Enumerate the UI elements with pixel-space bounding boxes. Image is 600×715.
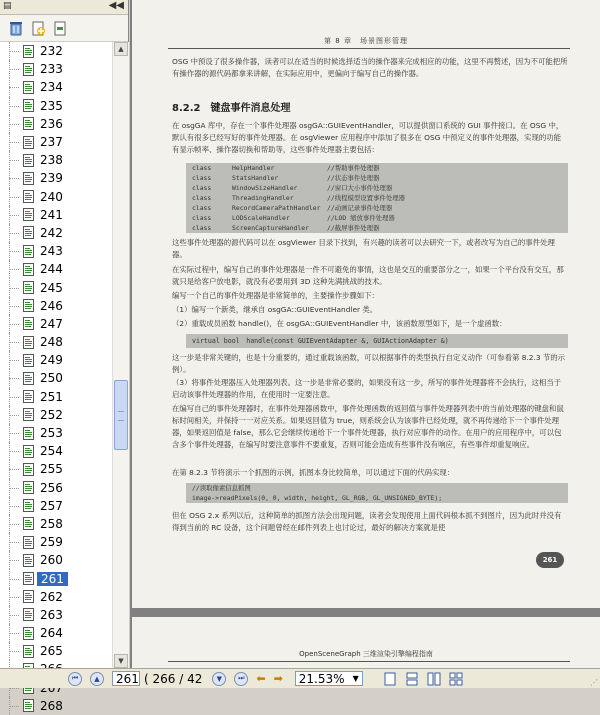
section-heading: 8.2.2 键盘事件消息处理 xyxy=(172,103,291,114)
tree-connector xyxy=(0,260,22,278)
options-menu-icon[interactable]: ▤ xyxy=(3,1,12,11)
page-list-label: 252 xyxy=(40,407,63,422)
continuous-facing-view-icon[interactable] xyxy=(449,672,463,686)
code-line xyxy=(186,213,568,223)
page-list-label: 242 xyxy=(40,225,63,240)
step-3: （3）将事件处理器压入处理器列表。这一步是非常必要的，如果没有这一步，所写的事件处理器将不会执行，这相当于启动该事件处理器的作用，在使用时一定要注意。 xyxy=(172,378,562,399)
page-icon xyxy=(23,172,34,185)
page-list-label: 263 xyxy=(40,607,63,622)
header-rule xyxy=(168,48,570,49)
zoom-value: 21.53% xyxy=(298,671,345,686)
page-list-label: 250 xyxy=(40,371,63,386)
page-icon xyxy=(23,208,34,221)
tree-connector xyxy=(0,533,22,551)
page-list-label: 264 xyxy=(40,626,63,641)
code-token: StatsHandler xyxy=(232,174,279,182)
page-list-item[interactable] xyxy=(0,351,112,369)
page-add-icon[interactable] xyxy=(30,20,46,36)
code-line xyxy=(186,183,568,193)
page-icon xyxy=(23,117,34,130)
page-list-item[interactable] xyxy=(0,260,112,278)
code-token: WindowSizeHandler xyxy=(232,184,298,192)
code-line xyxy=(186,193,568,203)
page-list-label: 233 xyxy=(40,62,63,77)
page-list-label: 236 xyxy=(40,116,63,131)
tree-connector xyxy=(0,424,22,442)
code-token: //窗口大小事件处理器 xyxy=(327,184,393,192)
page-icon xyxy=(23,699,34,712)
page-icon xyxy=(23,517,34,530)
page-options-icon[interactable] xyxy=(52,20,68,36)
paragraph-2: 这些事件处理器的源代码可以在 osgViewer 目录下找到，有兴趣的读者可以去研究一下，或者改写为自己的事件处理器。 xyxy=(172,238,555,259)
pages-panel-header xyxy=(0,0,128,15)
page-list-label: 255 xyxy=(40,462,63,477)
page-list-item[interactable] xyxy=(0,206,112,224)
code-line: //读取像素信息抓图 xyxy=(192,484,251,492)
pages-toolbar xyxy=(0,15,128,42)
code-token: RecordCameraPathHandler xyxy=(232,204,321,212)
page-list-label: 243 xyxy=(40,244,63,259)
chevron-down-icon[interactable]: ▼ xyxy=(352,674,359,683)
tree-connector xyxy=(0,60,22,78)
code-token: class xyxy=(192,214,212,222)
page-icon xyxy=(23,281,34,294)
page-list-item[interactable] xyxy=(0,60,112,78)
page-list-item[interactable] xyxy=(0,333,112,351)
code-line xyxy=(186,223,568,233)
tree-connector xyxy=(0,242,22,260)
tree-connector xyxy=(0,42,22,60)
page-list-label: 251 xyxy=(40,389,63,404)
page-list-item[interactable] xyxy=(0,315,112,333)
page-list-label: 268 xyxy=(40,698,63,713)
page-list-item[interactable] xyxy=(0,297,112,315)
tree-connector xyxy=(0,697,22,715)
page-icon xyxy=(23,536,34,549)
tree-connector xyxy=(0,551,22,569)
page-list-item[interactable] xyxy=(0,497,112,515)
paragraph-5: 这一步是非常关键的，也是十分重要的，通过重载该函数，可以根据事件的类型执行自定义动作（可参看第 8.2.3 节的示例）。 xyxy=(172,353,566,374)
collapse-panel-button[interactable]: ◀◀ xyxy=(108,0,124,11)
page-list-item[interactable] xyxy=(0,424,112,442)
tree-connector xyxy=(0,497,22,515)
single-page-view-icon[interactable] xyxy=(383,672,397,686)
page-icon xyxy=(23,317,34,330)
page-list-item[interactable] xyxy=(0,442,112,460)
page-icon xyxy=(23,390,34,403)
page-icon xyxy=(23,63,34,76)
back-icon[interactable]: ⬅ xyxy=(256,672,266,685)
page-list-label: 257 xyxy=(40,498,63,513)
paragraph-8: 但在 OSG 2.x 系列以后，这种简单的抓图方法会出现问题，读者会发现使用上面代码根本抓不到图片，因为此时并没有得到当前的 RC 设备，这个问题曾经在邮件列表上也讨论过，最好的解决方案就是使 xyxy=(172,511,562,532)
page-list-item[interactable] xyxy=(0,588,112,606)
page-list-item[interactable] xyxy=(0,133,112,151)
page-list-item[interactable] xyxy=(0,642,112,660)
code-token: LODScaleHandler xyxy=(232,214,290,222)
code-token: HelpHandler xyxy=(232,164,275,172)
page-icon xyxy=(23,299,34,312)
page-count: ( 266 / 42 xyxy=(144,671,203,686)
tree-connector xyxy=(0,115,22,133)
page-list-item[interactable] xyxy=(0,388,112,406)
tree-connector xyxy=(0,406,22,424)
page-list-item[interactable] xyxy=(0,169,112,187)
page-list-label: 234 xyxy=(40,80,63,95)
page-list-label: 232 xyxy=(40,44,63,59)
page-list-label: 238 xyxy=(40,153,63,168)
code-token: //截屏事件处理器 xyxy=(327,224,380,232)
page-icon xyxy=(23,572,34,585)
scroll-up-icon[interactable]: ▲ xyxy=(114,42,128,56)
page-list-item[interactable] xyxy=(0,406,112,424)
page-number-badge: 261 xyxy=(536,552,564,568)
tree-connector xyxy=(0,333,22,351)
page-list-label: 241 xyxy=(40,207,63,222)
next-page-title: OpenSceneGraph 三维渲染引擎编程指南 xyxy=(299,650,433,658)
code-token: class xyxy=(192,224,212,232)
page-list-item[interactable] xyxy=(0,369,112,387)
tree-connector xyxy=(0,224,22,242)
page-icon xyxy=(23,190,34,203)
page-list-label: 244 xyxy=(40,262,63,277)
tree-connector xyxy=(0,297,22,315)
tree-connector xyxy=(0,479,22,497)
code-token: class xyxy=(192,184,212,192)
zoom-select[interactable] xyxy=(295,671,363,686)
page-icon xyxy=(23,136,34,149)
page-list-item[interactable] xyxy=(0,224,112,242)
page-icon xyxy=(23,645,34,658)
page-list-label: 245 xyxy=(40,280,63,295)
code-line xyxy=(186,203,568,213)
code-token: //线程模型设置事件处理器 xyxy=(327,194,405,202)
code-token: //状态事件处理器 xyxy=(327,174,380,182)
page-icon xyxy=(23,99,34,112)
page-list-label: 258 xyxy=(40,516,63,531)
page-list-label: 261 xyxy=(37,572,68,586)
page-icon xyxy=(23,81,34,94)
tree-connector xyxy=(0,388,22,406)
tree-connector xyxy=(0,624,22,642)
code-token: class xyxy=(192,194,212,202)
tree-connector xyxy=(0,442,22,460)
code-line xyxy=(186,163,568,173)
tree-connector xyxy=(0,133,22,151)
scrollbar-thumb[interactable] xyxy=(114,380,128,450)
forward-icon[interactable]: ➡ xyxy=(273,672,283,685)
page-list-label: 239 xyxy=(40,171,63,186)
tree-connector xyxy=(0,206,22,224)
page-number-input[interactable]: 261 xyxy=(112,671,140,686)
code-token: ScreenCaptureHandler xyxy=(232,224,309,232)
next-page-icon[interactable]: ▼ xyxy=(212,672,226,686)
paragraph-4: 编写一个自己的事件处理器是非常简单的，主要操作步骤如下： xyxy=(172,291,379,300)
code-token: class xyxy=(192,164,212,172)
pages-panel xyxy=(0,0,129,713)
page-icon xyxy=(23,554,34,567)
page-icon xyxy=(23,226,34,239)
page-list-item[interactable] xyxy=(0,278,112,296)
tree-connector xyxy=(0,588,22,606)
page-icon xyxy=(23,408,34,421)
first-page-icon[interactable]: ⏮ xyxy=(68,672,82,686)
page-list-item[interactable] xyxy=(0,151,112,169)
page-list-label: 247 xyxy=(40,316,63,331)
tree-connector xyxy=(0,569,22,587)
tree-connector xyxy=(0,97,22,115)
code-line xyxy=(186,173,568,183)
page-icon xyxy=(23,336,34,349)
document-view[interactable] xyxy=(130,0,600,668)
page-icon xyxy=(23,499,34,512)
page-list-item[interactable] xyxy=(0,697,112,715)
page-list-item[interactable] xyxy=(0,78,112,96)
running-header: 第 8 章 场景图形管理 xyxy=(324,37,408,45)
page-list-item[interactable] xyxy=(0,515,112,533)
page-list-label: 240 xyxy=(40,189,63,204)
tree-connector xyxy=(0,369,22,387)
tree-connector xyxy=(0,278,22,296)
page-list-label: 246 xyxy=(40,298,63,313)
page-icon xyxy=(23,245,34,258)
page-icon xyxy=(23,463,34,476)
tree-connector xyxy=(0,606,22,624)
page-list-item[interactable] xyxy=(0,533,112,551)
page-list-item[interactable] xyxy=(0,188,112,206)
code-block-handlers xyxy=(186,163,568,233)
page-icon xyxy=(23,45,34,58)
next-page-rule xyxy=(168,661,570,662)
page-list-item[interactable] xyxy=(0,242,112,260)
tree-connector xyxy=(0,351,22,369)
page-icon xyxy=(23,154,34,167)
tree-connector xyxy=(0,151,22,169)
page-list-label: 249 xyxy=(40,353,63,368)
page-icon xyxy=(23,608,34,621)
page-list-item[interactable] xyxy=(0,115,112,133)
page-icon xyxy=(23,481,34,494)
tree-connector xyxy=(0,315,22,333)
page-list-label: 265 xyxy=(40,644,63,659)
tree-connector xyxy=(0,169,22,187)
page-list-label: 260 xyxy=(40,553,63,568)
page-list-label: 254 xyxy=(40,444,63,459)
page-list-item[interactable] xyxy=(0,624,112,642)
tree-connector xyxy=(0,460,22,478)
code-token: class xyxy=(192,174,212,182)
scroll-down-icon[interactable]: ▼ xyxy=(114,654,128,668)
continuous-view-icon[interactable] xyxy=(405,672,419,686)
page-list-item[interactable] xyxy=(0,97,112,115)
last-page-icon[interactable]: ⏭ xyxy=(234,672,248,686)
facing-view-icon[interactable] xyxy=(427,672,441,686)
tree-connector xyxy=(0,642,22,660)
page-list-item[interactable] xyxy=(0,479,112,497)
tree-connector xyxy=(0,188,22,206)
step-2: （2）重载成员函数 handle()，在 osgGA::GUIEventHandler 中，该函数原型如下，是一个虚函数： xyxy=(172,319,507,328)
page-list-label: 248 xyxy=(40,335,63,350)
page-list-label: 262 xyxy=(40,589,63,604)
paragraph-3: 在实际过程中，编写自己的事件处理器是一件不可避免的事情，这也是交互的重要部分之一，如果一个平台没有交互，那就只是给客户放电影，就没有必要用到 3D 这种先满挑战的技术。 xyxy=(172,265,564,286)
pages-scrollbar[interactable] xyxy=(112,42,129,668)
page-list-label: 253 xyxy=(40,426,63,441)
page-list-item[interactable] xyxy=(0,42,112,60)
code-line: image->readPixels(0, 0, width, height, GL_RGB, GL_UNSIGNED_BYTE); xyxy=(192,494,443,502)
handle-code: virtual bool handle(const GUIEventAdapter &, GUIActionAdapter &) xyxy=(186,334,568,348)
page-list-item[interactable] xyxy=(0,551,112,569)
code-token: ThreadingHandler xyxy=(232,194,294,202)
page-icon xyxy=(23,427,34,440)
code-token: //帮助事件处理器 xyxy=(327,164,380,172)
page-list-label: 235 xyxy=(40,98,63,113)
tree-connector xyxy=(0,78,22,96)
page-list-label: 256 xyxy=(40,480,63,495)
trash-icon[interactable] xyxy=(8,20,24,36)
page-thumbnail-list xyxy=(0,42,112,713)
tree-connector xyxy=(0,515,22,533)
page-list-label: 259 xyxy=(40,535,63,550)
status-bar xyxy=(0,668,600,688)
previous-page-icon[interactable]: ▲ xyxy=(90,672,104,686)
intro-paragraph: OSG 中预设了很多操作器，读者可以在适当的时候选择适当的操作器来完成相应的功能，这里不再赘述，因为不可能把所有操作器的源代码都拿来讲解，在实际应用中，更偏向于编写自己的操作器。 xyxy=(172,57,568,78)
page-icon xyxy=(23,372,34,385)
page-list-item[interactable] xyxy=(0,606,112,624)
page-icon xyxy=(23,627,34,640)
page-list-label: 237 xyxy=(40,135,63,150)
paragraph-7: 在第 8.2.3 节将演示一个抓图的示例，抓图本身比较简单，可以通过下面的代码实现： xyxy=(172,468,455,477)
step-1: （1）编写一个新类，继承自 osgGA::GUIEventHandler 类。 xyxy=(172,305,378,314)
paragraph-1: 在 osgGA 库中，存在一个事件处理器 osgGA::GUIEventHandler，可以提供窗口系统的 GUI 事件接口。在 OSG 中，默认有很多已经写好的事件处理器。在 osgViewer 应用程序中添加了很多在 OSG 中预定义的事件处理器，实现的功能有显示帧率、操作器切换和帮助等，这些事件处理器主要包括： xyxy=(172,121,564,154)
paragraph-6: 在编写自己的事件处理器时，在事件处理器函数中，事件处理函数的返回值与事件处理器列表中的当前处理器的键盘和鼠标时间相关，并保持一一对应关系。如果返回值为 true，则系统会认为该事件已经处理，就不再传递给下一个事件处理器，如果返回值是 false，那么它会继续传递给下一个事件处理器，执行对应事件的动作。在用户的应用程序中，可以包含多个事件处理器，在编写时要注意事件不要重复，否则可能会造成有些事件没有响应，有些事件却重复响应。 xyxy=(172,404,564,449)
page-icon xyxy=(23,263,34,276)
code-token: class xyxy=(192,204,212,212)
document-page xyxy=(132,0,600,608)
page-icon xyxy=(23,354,34,367)
page-icon xyxy=(23,445,34,458)
page-list-item[interactable] xyxy=(0,460,112,478)
code-token: //动画记录事件处理器 xyxy=(327,204,393,212)
page-list-item[interactable] xyxy=(0,569,112,587)
code-token: //LOD 缩放事件处理器 xyxy=(327,214,395,222)
resize-grip-icon[interactable]: ⋰ xyxy=(590,678,598,687)
page-icon xyxy=(23,590,34,603)
code-block-grab xyxy=(186,483,568,503)
